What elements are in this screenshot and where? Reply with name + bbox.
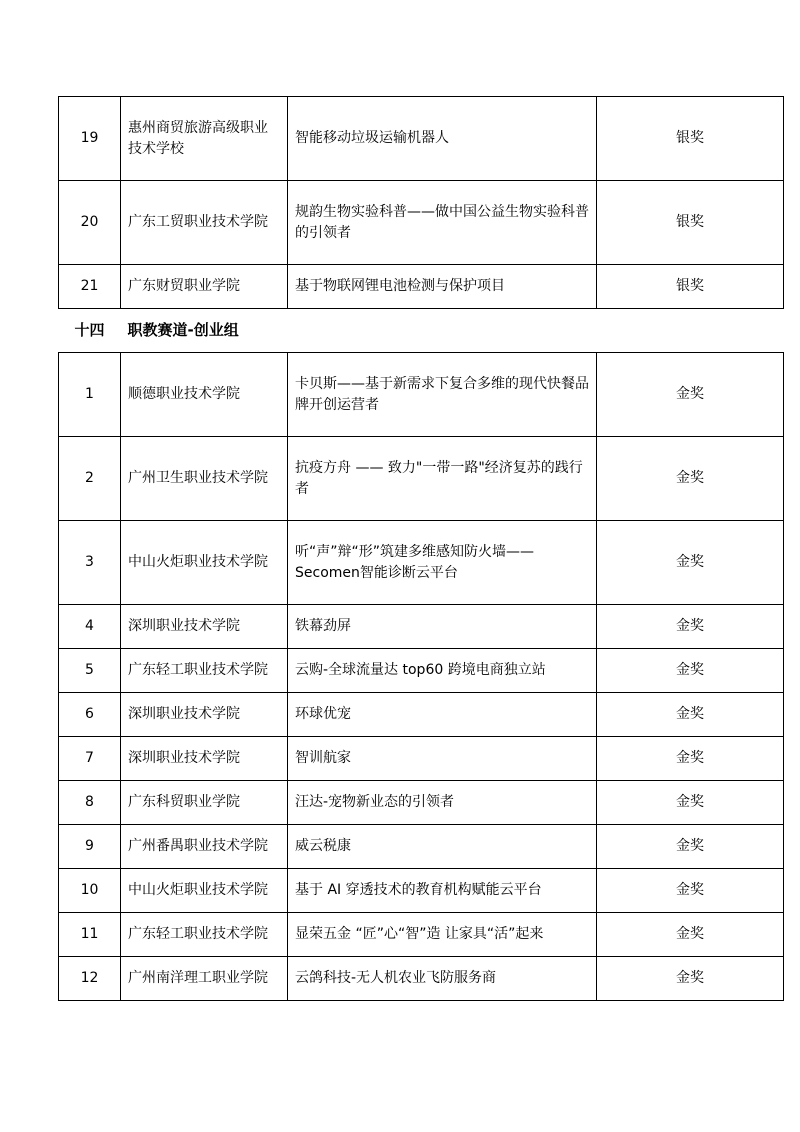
row-number: 1 — [59, 353, 121, 437]
table-row — [59, 693, 784, 737]
row-number: 21 — [59, 265, 121, 309]
school-name: 广东科贸职业学院 — [121, 781, 288, 825]
awards-table — [58, 96, 784, 1001]
project-name: 基于 AI 穿透技术的教育机构赋能云平台 — [288, 869, 597, 913]
project-name: 卡贝斯——基于新需求下复合多维的现代快餐品牌开创运营者 — [288, 353, 597, 437]
row-number: 4 — [59, 605, 121, 649]
table-row — [59, 869, 784, 913]
row-number: 11 — [59, 913, 121, 957]
award-level: 金奖 — [597, 353, 784, 437]
row-number: 19 — [59, 97, 121, 181]
award-level: 金奖 — [597, 781, 784, 825]
project-name: 铁幕劲屏 — [288, 605, 597, 649]
project-name: 基于物联网锂电池检测与保护项目 — [288, 265, 597, 309]
table-row — [59, 957, 784, 1001]
school-name: 深圳职业技术学院 — [121, 693, 288, 737]
school-name: 中山火炬职业技术学院 — [121, 869, 288, 913]
award-level: 金奖 — [597, 913, 784, 957]
award-level: 金奖 — [597, 737, 784, 781]
table-row — [59, 913, 784, 957]
row-number: 9 — [59, 825, 121, 869]
school-name: 惠州商贸旅游高级职业技术学校 — [121, 97, 288, 181]
award-level: 金奖 — [597, 693, 784, 737]
project-name: 规韵生物实验科普——做中国公益生物实验科普的引领者 — [288, 181, 597, 265]
award-level: 金奖 — [597, 957, 784, 1001]
school-name: 中山火炬职业技术学院 — [121, 521, 288, 605]
section-header-row — [59, 309, 784, 353]
award-level: 金奖 — [597, 605, 784, 649]
school-name: 广东财贸职业学院 — [121, 265, 288, 309]
award-level: 银奖 — [597, 97, 784, 181]
project-name: 威云税康 — [288, 825, 597, 869]
table-row — [59, 737, 784, 781]
project-name: 智训航家 — [288, 737, 597, 781]
row-number: 3 — [59, 521, 121, 605]
school-name: 广州卫生职业技术学院 — [121, 437, 288, 521]
table-row — [59, 781, 784, 825]
row-number: 8 — [59, 781, 121, 825]
table-row — [59, 265, 784, 309]
section-title: 职教赛道-创业组 — [121, 309, 784, 353]
award-level: 银奖 — [597, 181, 784, 265]
school-name: 深圳职业技术学院 — [121, 737, 288, 781]
award-level: 银奖 — [597, 265, 784, 309]
school-name: 广东轻工职业技术学院 — [121, 649, 288, 693]
row-number: 12 — [59, 957, 121, 1001]
award-level: 金奖 — [597, 521, 784, 605]
award-level: 金奖 — [597, 437, 784, 521]
school-name: 深圳职业技术学院 — [121, 605, 288, 649]
project-name: 听“声”辩“形”筑建多维感知防火墙——Secomen智能诊断云平台 — [288, 521, 597, 605]
row-number: 20 — [59, 181, 121, 265]
table-row — [59, 181, 784, 265]
project-name: 环球优宠 — [288, 693, 597, 737]
table-row — [59, 649, 784, 693]
awards-table-body — [59, 97, 784, 1001]
school-name: 广州番禺职业技术学院 — [121, 825, 288, 869]
project-name: 抗疫方舟 —— 致力"一带一路"经济复苏的践行者 — [288, 437, 597, 521]
project-name: 汪达-宠物新业态的引领者 — [288, 781, 597, 825]
table-row — [59, 353, 784, 437]
project-name: 智能移动垃圾运输机器人 — [288, 97, 597, 181]
table-row — [59, 605, 784, 649]
row-number: 6 — [59, 693, 121, 737]
project-name: 云购-全球流量达 top60 跨境电商独立站 — [288, 649, 597, 693]
table-row — [59, 437, 784, 521]
school-name: 广东轻工职业技术学院 — [121, 913, 288, 957]
row-number: 10 — [59, 869, 121, 913]
school-name: 广东工贸职业技术学院 — [121, 181, 288, 265]
award-level: 金奖 — [597, 869, 784, 913]
section-number: 十四 — [59, 309, 121, 353]
school-name: 广州南洋理工职业学院 — [121, 957, 288, 1001]
row-number: 7 — [59, 737, 121, 781]
table-row — [59, 97, 784, 181]
project-name: 云鸽科技-无人机农业飞防服务商 — [288, 957, 597, 1001]
award-level: 金奖 — [597, 649, 784, 693]
table-row — [59, 521, 784, 605]
school-name: 顺德职业技术学院 — [121, 353, 288, 437]
project-name: 显荣五金 “匠”心“智”造 让家具“活”起来 — [288, 913, 597, 957]
row-number: 2 — [59, 437, 121, 521]
award-level: 金奖 — [597, 825, 784, 869]
table-row — [59, 825, 784, 869]
row-number: 5 — [59, 649, 121, 693]
